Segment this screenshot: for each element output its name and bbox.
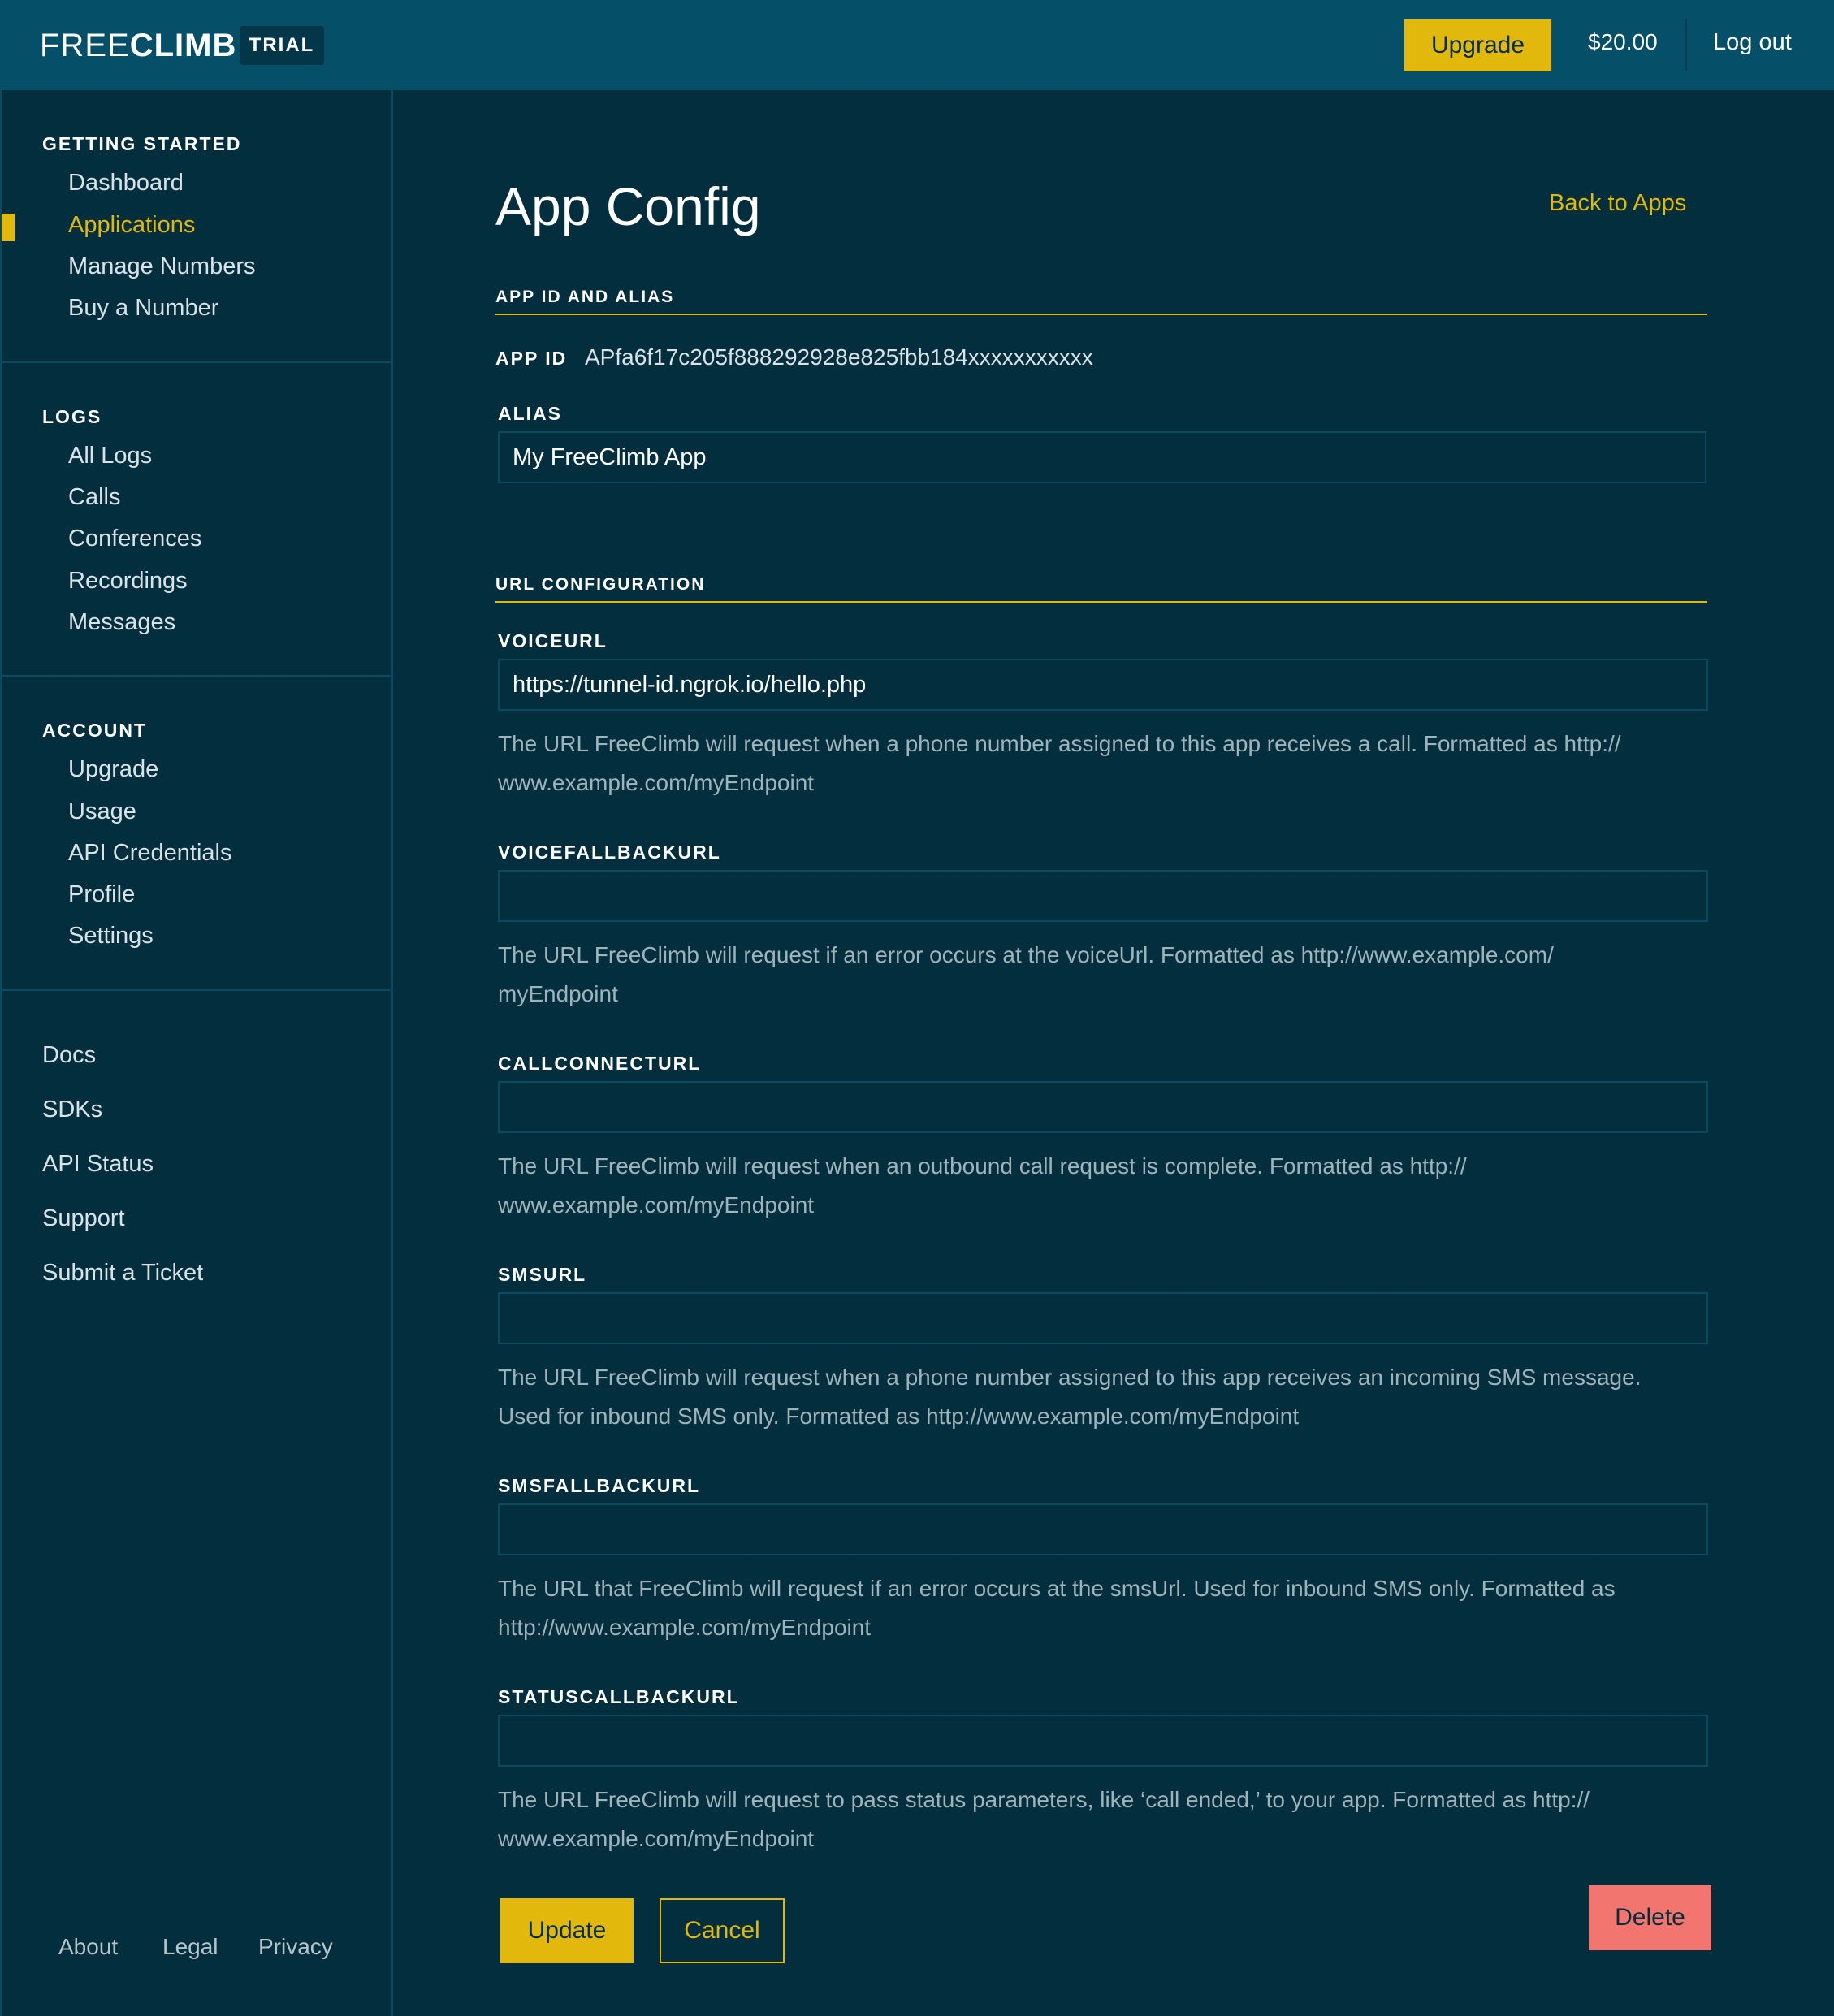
section-rule xyxy=(495,314,1707,315)
smsfallbackurl-label: SMSFALLBACKURL xyxy=(498,1475,701,1496)
statuscallbackurl-help xyxy=(498,1780,1708,1858)
cancel-button[interactable]: Cancel xyxy=(660,1898,785,1963)
section-label-url-configuration: URL CONFIGURATION xyxy=(495,575,706,594)
sidebar-item-applications[interactable]: Applications xyxy=(68,212,196,238)
statuscallbackurl-input[interactable] xyxy=(498,1715,1708,1767)
sidebar-item-profile[interactable]: Profile xyxy=(68,881,136,907)
smsurl-label: SMSURL xyxy=(498,1264,587,1285)
app-id-value: APfa6f17c205f888292928e825fbb184xxxxxxxxxxx xyxy=(585,344,1093,370)
voiceurl-input[interactable] xyxy=(498,659,1708,711)
delete-button[interactable]: Delete xyxy=(1589,1885,1711,1950)
smsfallbackurl-input[interactable] xyxy=(498,1503,1708,1555)
help-line: myEndpoint xyxy=(498,981,618,1006)
page-title: App Config xyxy=(495,176,761,236)
logo-climb-text: CLIMB xyxy=(129,27,237,63)
sidebar-item-messages[interactable]: Messages xyxy=(68,609,176,635)
account-balance: $20.00 xyxy=(1588,29,1658,54)
sidebar-item-recordings[interactable]: Recordings xyxy=(68,568,188,594)
help-line: http://www.example.com/myEndpoint xyxy=(498,1615,872,1640)
sidebar-divider xyxy=(2,361,392,363)
smsurl-help xyxy=(498,1358,1708,1436)
upgrade-button[interactable]: Upgrade xyxy=(1404,19,1551,71)
section-label-app-id-alias: APP ID AND ALIAS xyxy=(495,288,675,306)
sidebar xyxy=(0,90,393,2016)
help-line: www.example.com/myEndpoint xyxy=(498,770,815,795)
sidebar-divider xyxy=(2,675,392,677)
callconnecturl-label: CALLCONNECTURL xyxy=(498,1053,702,1074)
help-line: The URL FreeClimb will request when a phone number assigned to this app receives a call. Formatted as http:// xyxy=(498,731,1621,756)
sidebar-section-account: ACCOUNT xyxy=(42,720,147,741)
help-line: Used for inbound SMS only. Formatted as http://www.example.com/myEndpoint xyxy=(498,1404,1300,1429)
sidebar-link-support[interactable]: Support xyxy=(42,1205,125,1231)
freeclimb-logo[interactable] xyxy=(40,28,236,63)
help-line: The URL that FreeClimb will request if an error occurs at the smsUrl. Used for inbound SMS only. Formatted as xyxy=(498,1576,1616,1601)
callconnecturl-help xyxy=(498,1147,1708,1225)
voicefallbackurl-help xyxy=(498,936,1708,1014)
trial-badge: TRIAL xyxy=(240,26,324,65)
footer-link-about[interactable]: About xyxy=(58,1934,119,1959)
voicefallbackurl-input[interactable] xyxy=(498,870,1708,922)
voicefallbackurl-label: VOICEFALLBACKURL xyxy=(498,841,721,863)
sidebar-item-api-credentials[interactable]: API Credentials xyxy=(68,840,232,866)
help-line: www.example.com/myEndpoint xyxy=(498,1192,815,1218)
app-id-label: APP ID xyxy=(495,348,568,369)
smsurl-input[interactable] xyxy=(498,1292,1708,1344)
footer-link-privacy[interactable]: Privacy xyxy=(258,1934,333,1959)
footer-link-legal[interactable]: Legal xyxy=(162,1934,218,1959)
help-line: The URL FreeClimb will request to pass status parameters, like ‘call ended,’ to your app. Formatted as http:// xyxy=(498,1787,1590,1812)
callconnecturl-input[interactable] xyxy=(498,1081,1708,1133)
sidebar-link-api-status[interactable]: API Status xyxy=(42,1151,154,1177)
update-button[interactable]: Update xyxy=(500,1898,634,1963)
section-rule xyxy=(495,601,1707,603)
sidebar-item-all-logs[interactable]: All Logs xyxy=(68,443,153,469)
sidebar-item-dashboard[interactable]: Dashboard xyxy=(68,170,184,196)
back-to-apps-link[interactable]: Back to Apps xyxy=(1549,190,1687,216)
help-line: The URL FreeClimb will request when a phone number assigned to this app receives an incoming SMS message. xyxy=(498,1365,1642,1390)
sidebar-section-getting-started: GETTING STARTED xyxy=(42,133,242,154)
help-line: The URL FreeClimb will request when an outbound call request is complete. Formatted as http:// xyxy=(498,1153,1467,1179)
sidebar-item-conferences[interactable]: Conferences xyxy=(68,526,202,552)
voiceurl-help xyxy=(498,725,1708,803)
sidebar-section-logs: LOGS xyxy=(42,406,102,427)
active-indicator xyxy=(2,214,15,241)
sidebar-item-upgrade[interactable]: Upgrade xyxy=(68,756,159,782)
top-bar xyxy=(0,0,1834,90)
smsfallbackurl-help xyxy=(498,1569,1708,1647)
alias-input[interactable] xyxy=(498,431,1706,483)
sidebar-link-sdks[interactable]: SDKs xyxy=(42,1097,103,1123)
sidebar-link-docs[interactable]: Docs xyxy=(42,1042,97,1068)
help-line: The URL FreeClimb will request if an error occurs at the voiceUrl. Formatted as http://www.example.com/ xyxy=(498,942,1554,967)
statuscallbackurl-label: STATUSCALLBACKURL xyxy=(498,1686,740,1707)
logout-link[interactable]: Log out xyxy=(1713,29,1792,55)
sidebar-item-usage[interactable]: Usage xyxy=(68,798,136,824)
sidebar-item-manage-numbers[interactable]: Manage Numbers xyxy=(68,253,256,279)
voiceurl-label: VOICEURL xyxy=(498,630,608,651)
sidebar-item-buy-a-number[interactable]: Buy a Number xyxy=(68,295,219,321)
help-line: www.example.com/myEndpoint xyxy=(498,1826,815,1851)
sidebar-item-calls[interactable]: Calls xyxy=(68,484,121,510)
header-divider xyxy=(1685,19,1687,71)
alias-label: ALIAS xyxy=(498,403,562,424)
sidebar-divider xyxy=(2,989,392,991)
sidebar-link-submit-ticket[interactable]: Submit a Ticket xyxy=(42,1260,204,1286)
logo-free-text: FREE xyxy=(40,27,130,63)
sidebar-item-settings[interactable]: Settings xyxy=(68,923,154,949)
